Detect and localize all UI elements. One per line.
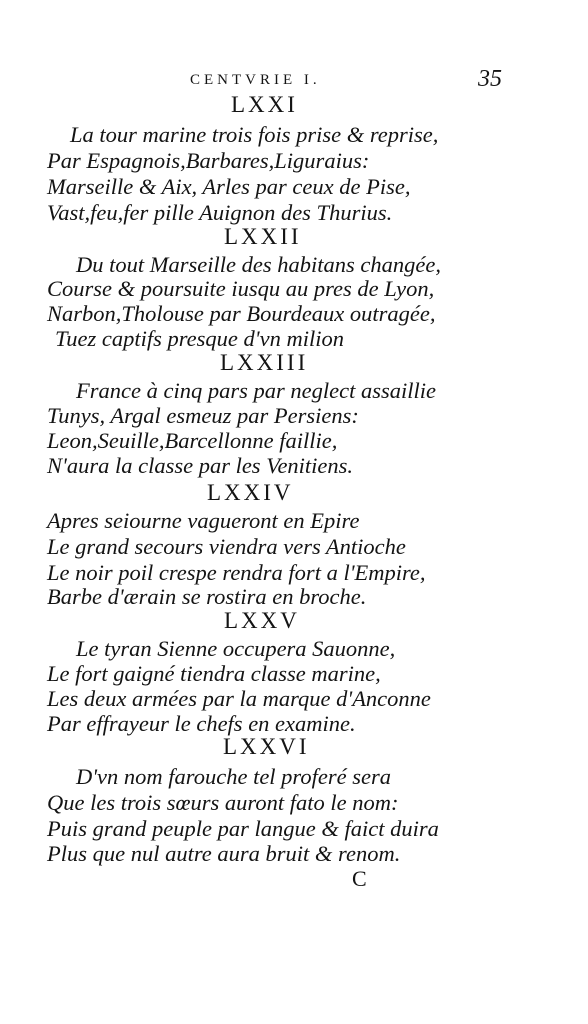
stanza-heading: LXXI — [231, 92, 298, 117]
signature-mark: C — [352, 866, 389, 891]
verse-line: Le noir poil crespe rendra fort a l'Empire, — [47, 560, 426, 585]
verse-line: Les deux armées par la marque d'Anconne — [47, 686, 431, 711]
stanza-heading: LXXII — [224, 224, 302, 249]
verse-line: Puis grand peuple par langue & faict duira — [47, 816, 439, 841]
verse-line: N'aura la classe par les Venitiens. — [47, 453, 354, 478]
verse-line: Course & poursuite iusqu au pres de Lyon, — [47, 276, 435, 301]
verse-line: Par Espagnois,Barbares,Liguraius: — [47, 148, 370, 173]
verse-line: Le fort gaigné tiendra classe marine, — [47, 661, 381, 686]
verse-line: France à cinq pars par neglect assaillie — [76, 378, 436, 403]
verse-line: Tuez captifs presque d'vn milion — [55, 326, 344, 351]
verse-line: Marseille & Aix, Arles par ceux de Pise, — [47, 174, 411, 199]
verse-line: Tunys, Argal esmeuz par Persiens: — [47, 403, 359, 428]
verse-line: Apres seiourne vagueront en Epire — [47, 508, 360, 533]
verse-line: Du tout Marseille des habitans changée, — [76, 252, 441, 277]
page-number: 35 — [478, 66, 502, 92]
running-head: CENTVRIE I. — [190, 72, 321, 88]
verse-line: La tour marine trois fois prise & reprise, — [70, 122, 439, 147]
verse-line: Narbon,Tholouse par Bourdeaux outragée, — [47, 301, 436, 326]
verse-line: Le tyran Sienne occupera Sauonne, — [76, 636, 396, 661]
stanza-heading: LXXVI — [223, 734, 310, 759]
verse-line: Que les trois sœurs auront fato le nom: — [47, 790, 399, 815]
verse-line: D'vn nom farouche tel proferé sera — [76, 764, 391, 789]
stanza-heading: LXXIII — [220, 350, 309, 375]
stanza-heading: LXXIV — [207, 480, 294, 505]
verse-line: Par effrayeur le chefs en examine. — [47, 711, 356, 736]
verse-line: Leon,Seuille,Barcellonne faillie, — [47, 428, 338, 453]
verse-line: Plus que nul autre aura bruit & renom. — [47, 841, 401, 866]
verse-line: Barbe d'ærain se rostira en broche. — [47, 584, 367, 609]
verse-line: Le grand secours viendra vers Antioche — [47, 534, 406, 559]
verse-line: Vast,feu,fer pille Auignon des Thurius. — [47, 200, 393, 225]
stanza-heading: LXXV — [224, 608, 300, 633]
